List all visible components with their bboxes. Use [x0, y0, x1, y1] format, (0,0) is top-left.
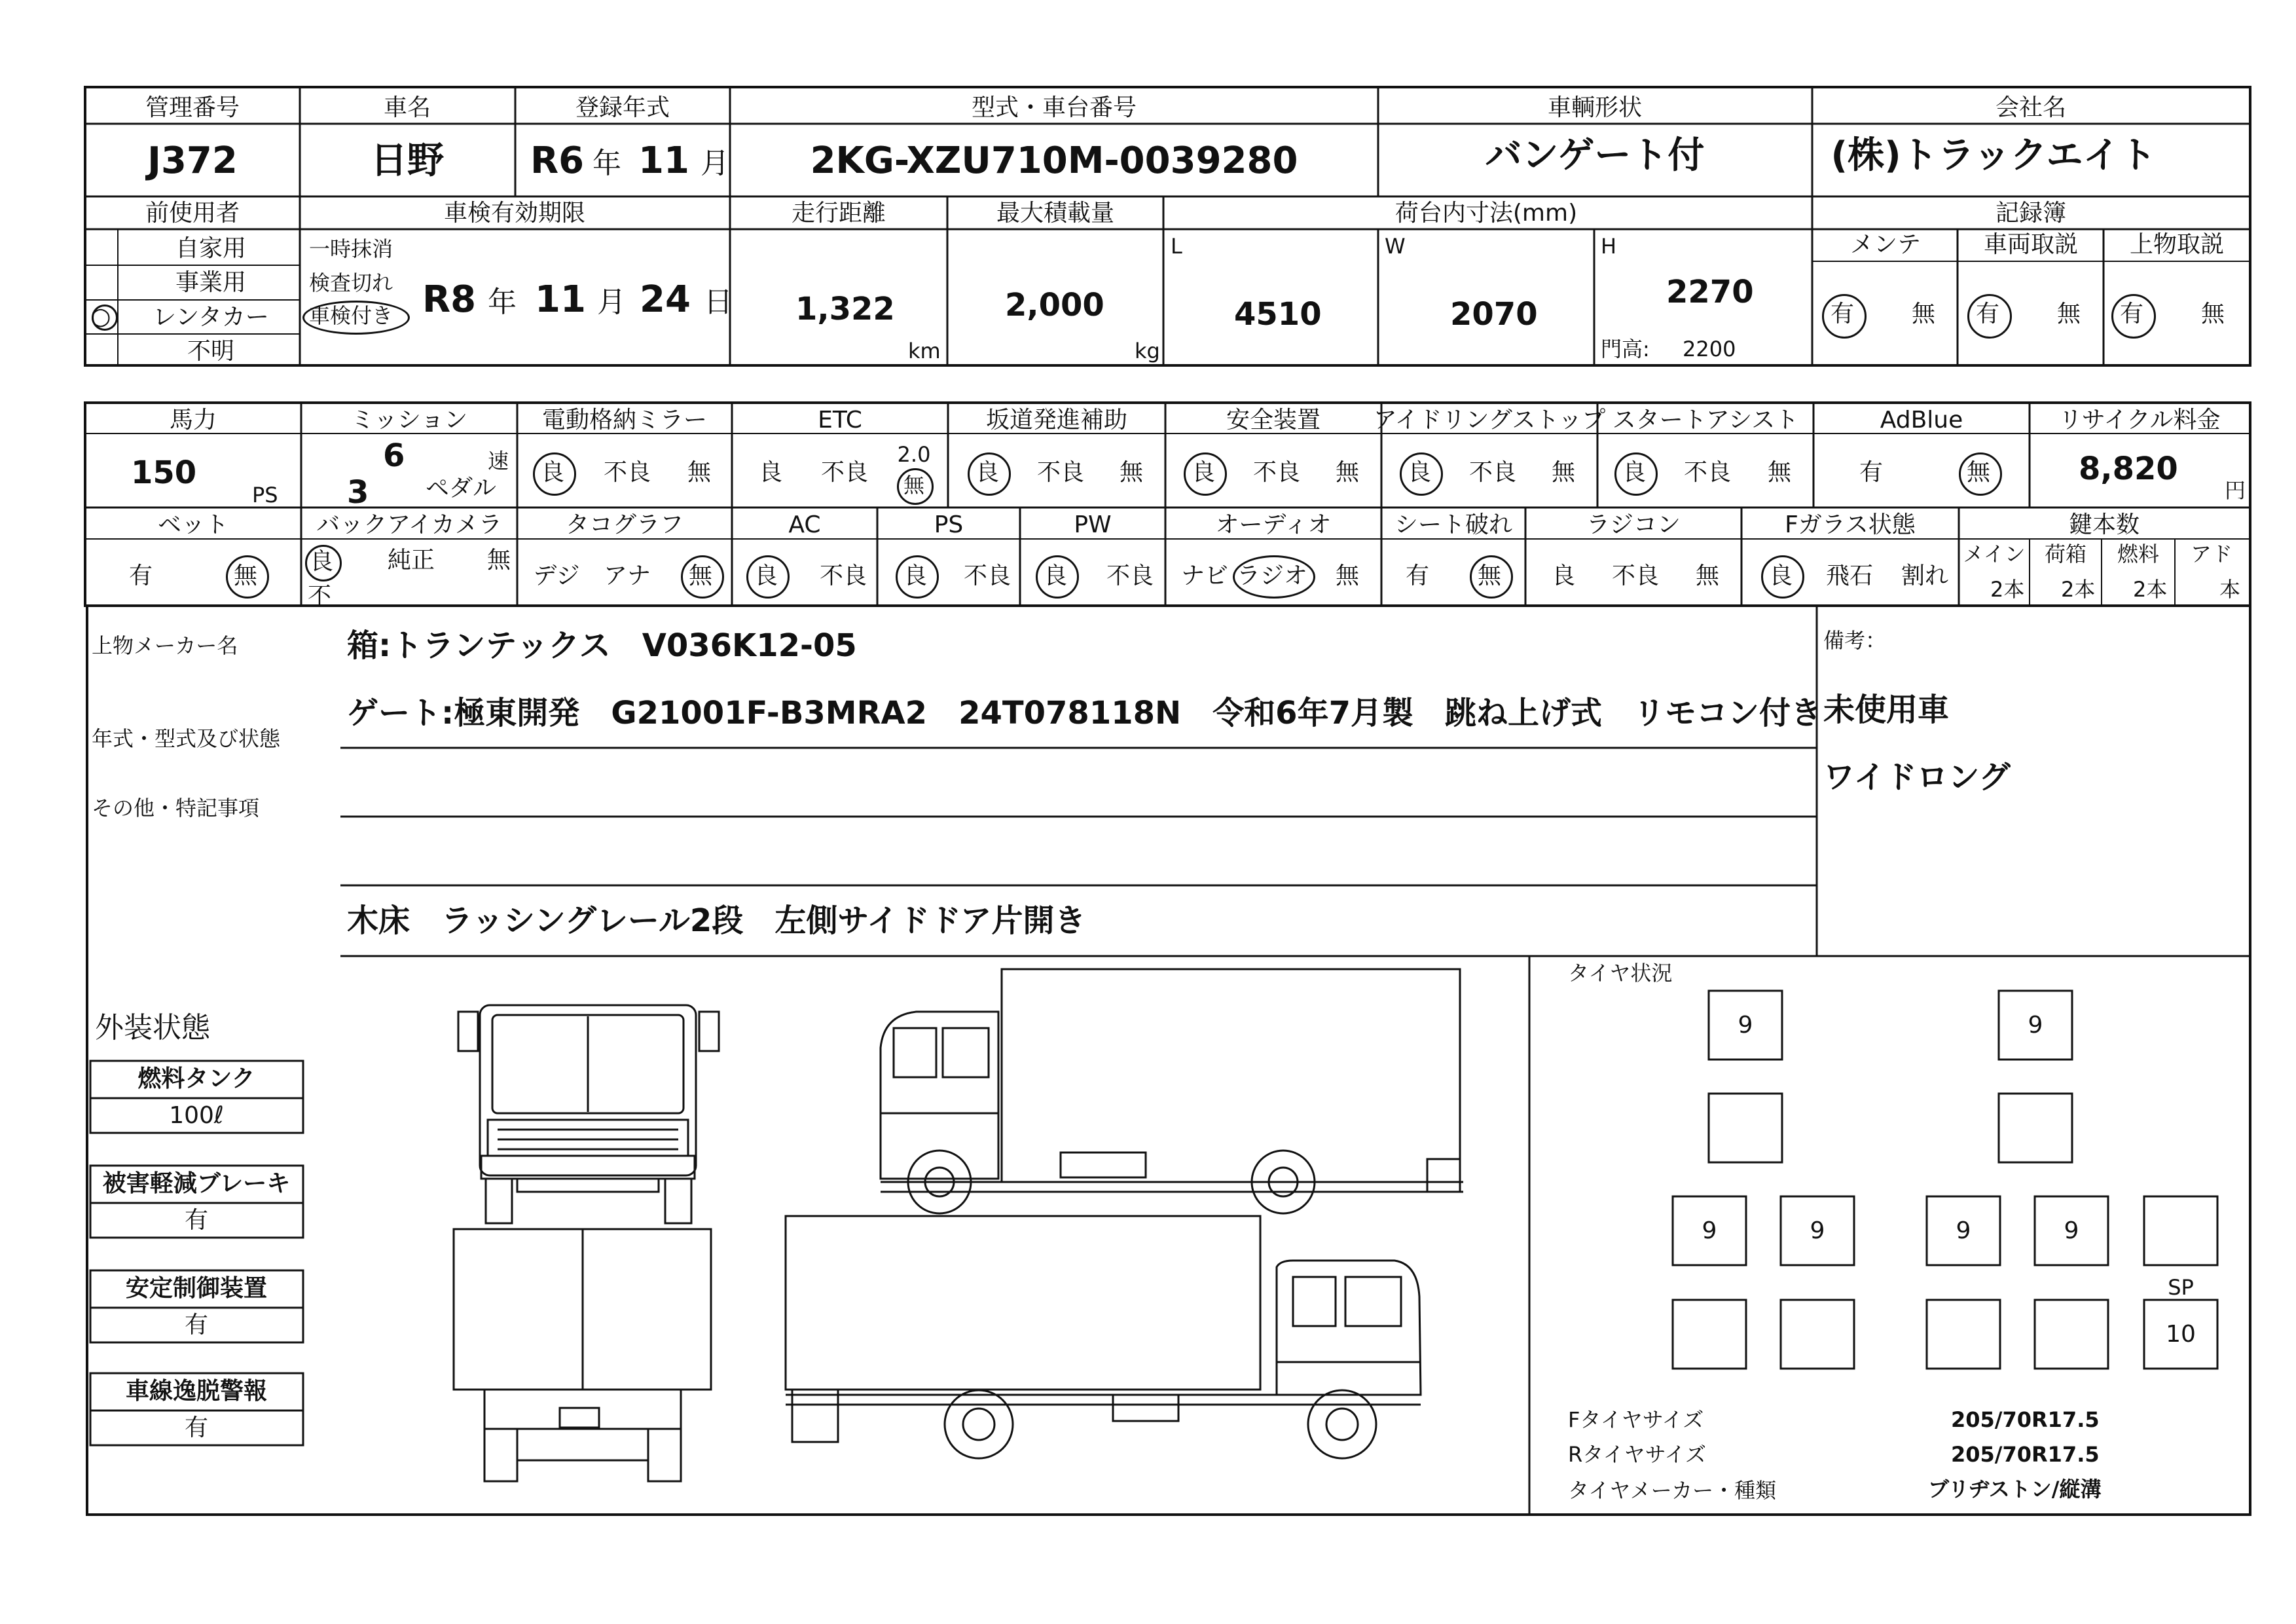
ext-lane-value: 有 — [184, 1414, 209, 1441]
label-sharyo: 車両取説 — [1983, 231, 2079, 258]
etc-ver: 2.0 — [897, 442, 931, 467]
key-box-count: 2本 — [2061, 577, 2096, 602]
label-model-status: 年式・型式及び状態 — [92, 726, 281, 751]
safety-bad: 不良 — [1252, 459, 1301, 486]
slope-good: 良 — [975, 459, 1000, 486]
reg-era: R6 — [530, 139, 585, 182]
etc-none: 無 — [903, 473, 925, 498]
dim-w: 2070 — [1450, 296, 1538, 333]
model-chassis: 2KG-XZU710M-0039280 — [810, 139, 1298, 182]
idling-bad: 不良 — [1468, 459, 1517, 486]
reg-month: 11 — [638, 139, 689, 182]
label-bed: ベット — [157, 511, 229, 538]
exterior-title: 外装状態 — [95, 1011, 210, 1044]
mission-pedal: 3 — [347, 474, 369, 511]
pw-good: 良 — [1043, 563, 1068, 589]
truck-side-view-right — [786, 1216, 1421, 1458]
ac-good: 良 — [754, 563, 778, 589]
cam-genuine: 純正 — [387, 547, 435, 574]
cam-good: 良 — [309, 548, 334, 575]
slope-none: 無 — [1119, 459, 1144, 486]
ac-bad: 不良 — [819, 563, 867, 589]
mission-pedal-unit: ペダル — [426, 475, 497, 502]
remarks-label: 備考： — [1823, 628, 1887, 653]
tire-maker: ブリヂストン/縦溝 — [1928, 1477, 2102, 1502]
label-backcam: バックアイカメラ — [316, 511, 502, 538]
cam-bad: 不 — [307, 583, 332, 610]
label-maxload: 最大積載量 — [996, 200, 1115, 227]
remark-2: ワイドロング — [1823, 759, 2011, 796]
ext-fuel-value: 100ℓ — [169, 1102, 224, 1129]
tacho-ana: アナ — [603, 563, 651, 589]
prev-user-jikayo: 自家用 — [175, 235, 247, 262]
insp-tsuki: 車検付き — [309, 303, 393, 328]
pw-bad: 不良 — [1106, 563, 1154, 589]
label-hp: 馬力 — [169, 407, 217, 434]
tire-title: タイヤ状況 — [1568, 961, 1673, 986]
label-car-name: 車名 — [383, 94, 431, 121]
reg-month-unit: 月 — [701, 147, 729, 180]
kanri-no: J372 — [147, 139, 238, 182]
key-ad-label: アド — [2190, 542, 2233, 566]
label-other-notes: その他・特記事項 — [92, 796, 260, 821]
label-company: 会社名 — [1995, 94, 2067, 121]
ext-stability-value: 有 — [184, 1312, 209, 1338]
label-body: 車輌形状 — [1547, 94, 1643, 121]
bed-none: 無 — [233, 563, 258, 589]
label-safety: 安全装置 — [1226, 407, 1321, 434]
dim-h: 2270 — [1666, 274, 1754, 310]
r-size-label: Rタイヤサイズ — [1568, 1442, 1707, 1467]
mirror-none: 無 — [687, 459, 712, 486]
truck-front-view — [458, 1005, 719, 1223]
audio-none: 無 — [1335, 563, 1360, 589]
insp-d: 日 — [704, 286, 733, 319]
sharyo-yes: 有 — [1975, 301, 2000, 327]
insp-ichiji: 一時抹消 — [309, 236, 393, 261]
insp-kirete: 検査切れ — [309, 270, 393, 295]
body-type: バンゲート付 — [1485, 134, 1705, 177]
adblue-none: 無 — [1966, 459, 1991, 486]
label-inspection: 車検有効期限 — [443, 200, 586, 227]
mirror-bad: 不良 — [603, 459, 651, 486]
remocon-good: 良 — [1551, 563, 1576, 589]
insp-month: 11 — [535, 278, 586, 321]
tire-sp-label: SP — [2168, 1275, 2194, 1300]
safety-none: 無 — [1335, 459, 1360, 486]
label-uwamono-maker: 上物メーカー名 — [92, 633, 238, 658]
label-recycle: リサイクル料金 — [2058, 407, 2221, 434]
uwamono-no: 無 — [2200, 301, 2225, 327]
remocon-none: 無 — [1695, 563, 1720, 589]
ext-fuel-label: 燃料タンク — [137, 1065, 255, 1092]
label-model: 型式・車台番号 — [971, 94, 1137, 121]
note-line-1: 箱:トランテックス V036K12-05 — [347, 627, 857, 664]
label-dims: 荷台内寸法(mm) — [1394, 200, 1578, 227]
label-audio: オーディオ — [1215, 511, 1332, 538]
note-line-3: 木床 ラッシングレール2段 左側サイドドア片開き — [347, 902, 1086, 939]
note-line-2: ゲート:極東開発 G21001F-B3MRA2 24T078118N 令和6年7月製 跳ね上げ式 リモコン付き — [347, 695, 1822, 731]
key-main-label: メイン — [1963, 542, 2026, 566]
bed-yes: 有 — [128, 563, 153, 589]
tire-front-left: 9 — [1738, 1012, 1753, 1039]
sharyo-no: 無 — [2056, 301, 2081, 327]
label-fglass: Fガラス状態 — [1785, 511, 1916, 538]
label-etc: ETC — [818, 407, 862, 434]
ext-brake-value: 有 — [184, 1207, 209, 1234]
dim-w-label: W — [1385, 234, 1406, 259]
label-ps: PS — [934, 511, 964, 538]
tire-sp: 10 — [2166, 1321, 2196, 1348]
insp-m: 月 — [597, 286, 626, 319]
ps-good: 良 — [903, 563, 928, 589]
key-ad-count: 本 — [2219, 577, 2241, 602]
ext-brake-label: 被害軽減ブレーキ — [102, 1170, 291, 1197]
mission-speed-unit: 速 — [488, 449, 509, 473]
label-remocon: ラジコン — [1586, 511, 1681, 538]
label-adblue: AdBlue — [1880, 407, 1963, 434]
company: (株)トラックエイト — [1831, 134, 2157, 177]
mileage-unit: km — [908, 339, 941, 363]
start-good: 良 — [1622, 459, 1647, 486]
label-mileage: 走行距離 — [791, 200, 886, 227]
seat-none: 無 — [1477, 563, 1502, 589]
start-none: 無 — [1767, 459, 1792, 486]
f-size-label: Fタイヤサイズ — [1568, 1407, 1704, 1432]
etc-good: 良 — [758, 459, 783, 486]
tire-rear-2: 9 — [1810, 1217, 1825, 1244]
key-box-label: 荷箱 — [2044, 542, 2087, 566]
prev-user-jigyo: 事業用 — [175, 269, 247, 296]
recycle-unit: 円 — [2225, 478, 2246, 503]
mente-no: 無 — [1911, 301, 1936, 327]
label-tacho: タコグラフ — [565, 511, 684, 538]
gate-height: 2200 — [1683, 337, 1736, 361]
remocon-bad: 不良 — [1611, 563, 1660, 589]
tacho-digi: デジ — [533, 563, 580, 589]
insp-y: 年 — [488, 286, 517, 319]
truck-rear-view — [454, 1229, 711, 1481]
remark-1: 未使用車 — [1823, 692, 1950, 728]
recycle: 8,820 — [2079, 451, 2178, 487]
dim-l: 4510 — [1234, 296, 1322, 333]
audio-navi: ナビ — [1180, 563, 1229, 589]
maker-label: タイヤメーカー・種類 — [1568, 1478, 1777, 1503]
r-size: 205/70R17.5 — [1951, 1442, 2100, 1467]
car-name: 日野 — [371, 139, 444, 182]
reg-year-unit: 年 — [592, 147, 621, 180]
label-mirror: 電動格納ミラー — [541, 407, 708, 434]
tacho-none: 無 — [688, 563, 713, 589]
mileage: 1,322 — [795, 291, 895, 327]
label-pw: PW — [1074, 511, 1112, 538]
label-start: スタートアシスト — [1612, 407, 1799, 434]
ext-stability-label: 安定制御装置 — [125, 1275, 268, 1302]
label-kanri: 管理番号 — [145, 94, 240, 121]
key-fuel-count: 2本 — [2133, 577, 2168, 602]
label-mission: ミッション — [350, 407, 468, 434]
tire-rear-1: 9 — [1702, 1217, 1717, 1244]
label-prev-user: 前使用者 — [145, 200, 240, 227]
truck-side-view-left — [881, 969, 1463, 1213]
label-mente: メンテ — [1850, 231, 1922, 258]
label-ac: AC — [788, 511, 821, 538]
hp: 150 — [131, 454, 197, 491]
dim-h-label: H — [1601, 234, 1617, 259]
dim-l-label: L — [1171, 234, 1182, 259]
idling-good: 良 — [1407, 459, 1432, 486]
prev-user-unknown: 不明 — [187, 338, 235, 365]
etc-bad: 不良 — [820, 459, 869, 486]
seat-yes: 有 — [1405, 563, 1430, 589]
cam-none: 無 — [486, 547, 511, 574]
label-seat: シート破れ — [1394, 511, 1513, 538]
ext-lane-label: 車線逸脱警報 — [125, 1378, 268, 1405]
max-load: 2,000 — [1005, 287, 1104, 323]
fglass-crack: 割れ — [1901, 563, 1949, 589]
ps-bad: 不良 — [963, 563, 1011, 589]
label-uwamono: 上物取説 — [2129, 231, 2225, 258]
safety-good: 良 — [1191, 459, 1216, 486]
insp-day: 24 — [640, 278, 691, 321]
rental-mark: ○ — [90, 303, 111, 330]
insp-era: R8 — [422, 278, 477, 321]
label-slope: 坂道発進補助 — [985, 407, 1128, 434]
fglass-good: 良 — [1768, 563, 1793, 589]
mirror-good: 良 — [540, 459, 565, 486]
f-size: 205/70R17.5 — [1951, 1407, 2100, 1432]
prev-user-rental: レンタカー — [153, 304, 269, 331]
slope-bad: 不良 — [1036, 459, 1085, 486]
label-keys: 鍵本数 — [2068, 511, 2140, 538]
tire-front-right: 9 — [2028, 1012, 2043, 1039]
label-records: 記録簿 — [1995, 200, 2067, 227]
audio-radio: ラジオ — [1236, 563, 1308, 589]
tire-rear-4: 9 — [2064, 1217, 2079, 1244]
uwamono-yes: 有 — [2119, 301, 2144, 327]
adblue-yes: 有 — [1859, 459, 1884, 486]
label-reg: 登録年式 — [575, 94, 670, 121]
max-load-unit: kg — [1135, 339, 1160, 363]
mission-speed: 6 — [383, 437, 405, 474]
gate-label: 門高: — [1601, 337, 1650, 361]
fglass-chip: 飛石 — [1825, 563, 1874, 589]
mente-yes: 有 — [1830, 301, 1855, 327]
key-fuel-label: 燃料 — [2117, 542, 2160, 566]
key-main-count: 2本 — [1990, 577, 2025, 602]
idling-none: 無 — [1551, 459, 1576, 486]
label-idling: アイドリングストップ — [1373, 407, 1606, 434]
start-bad: 不良 — [1683, 459, 1732, 486]
hp-unit: PS — [252, 483, 278, 507]
tire-rear-3: 9 — [1956, 1217, 1971, 1244]
